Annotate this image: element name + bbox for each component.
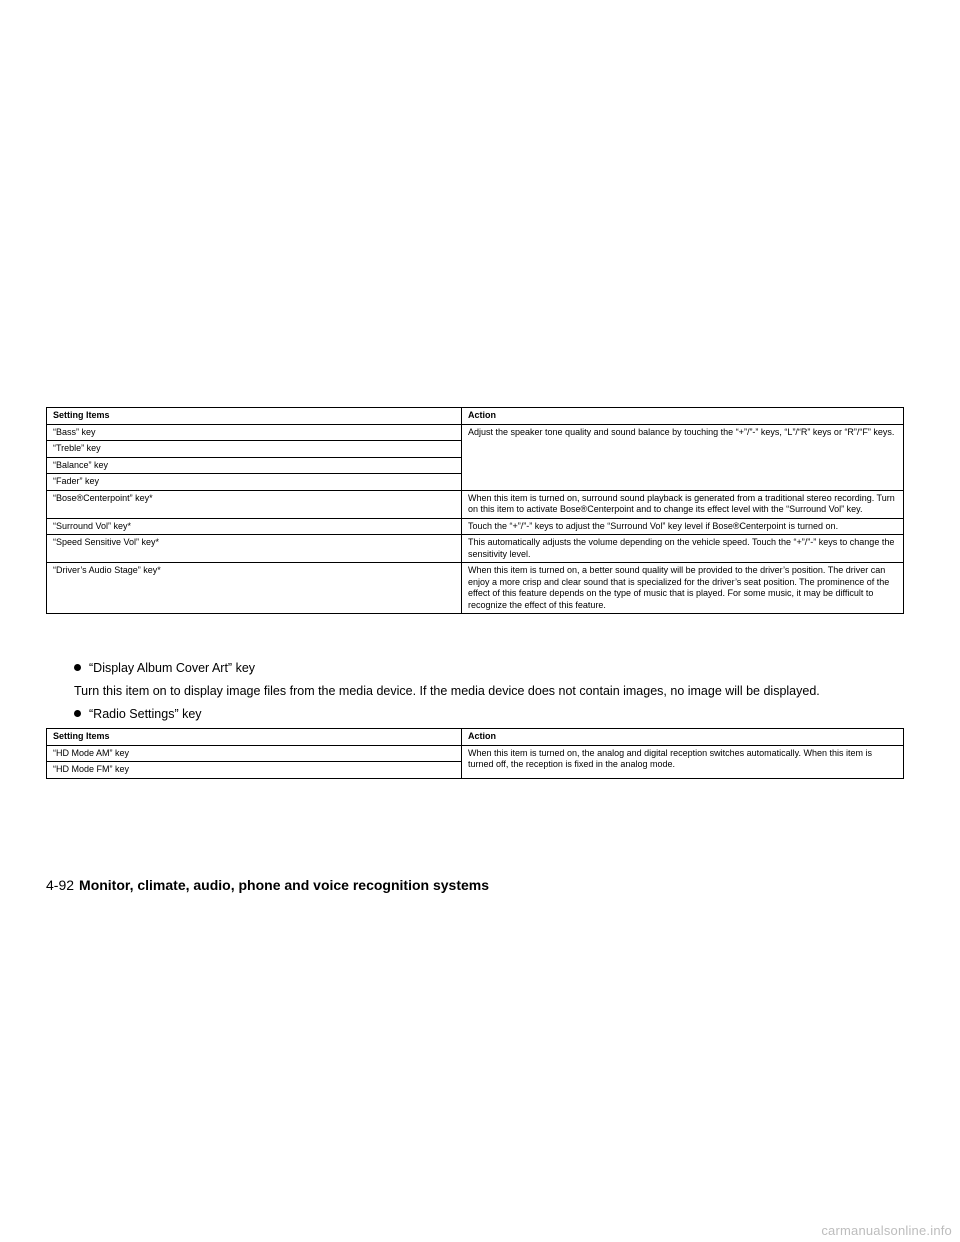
table-row xyxy=(47,745,904,762)
table-row xyxy=(47,424,904,441)
action-cell: When this item is turned on, a better sound quality will be provided to the driver’s position. The driver can enjoy a more crisp and clear sound that is specialized for the driver’s seat position. The prominence of the effect of this feature depends on the type of music that is played. For some music, it may be difficult to recognize the effect of this feature. xyxy=(462,563,904,614)
setting-item-cell: “Speed Sensitive Vol” key* xyxy=(47,535,462,563)
audio-settings-table xyxy=(46,407,904,614)
setting-item-cell: “HD Mode AM” key xyxy=(47,745,462,762)
setting-item-cell: “Fader” key xyxy=(47,474,462,491)
bullet-icon xyxy=(74,710,81,717)
bullet-icon xyxy=(74,664,81,671)
section-title: Monitor, climate, audio, phone and voice recognition systems xyxy=(79,877,489,893)
action-cell: Adjust the speaker tone quality and sound balance by touching the “+”/”-” keys, “L”/“R” keys or “R”/“F” keys. xyxy=(462,424,904,490)
header-setting-items: Setting Items xyxy=(47,729,462,746)
body-paragraph: Turn this item on to display image files from the media device. If the media device does not contain images, no image will be displayed. xyxy=(74,684,820,698)
header-action: Action xyxy=(462,408,904,425)
watermark-text: carmanualsonline.info xyxy=(821,1223,952,1238)
setting-item-cell: “Bass” key xyxy=(47,424,462,441)
table-row xyxy=(47,563,904,614)
page-footer xyxy=(46,876,489,894)
setting-item-cell: “Treble” key xyxy=(47,441,462,458)
setting-item-cell: “Bose®Centerpoint” key* xyxy=(47,490,462,518)
bullet-item-radio-settings xyxy=(74,706,202,722)
action-cell: When this item is turned on, the analog and digital reception switches automatically. When this item is turned off, the reception is fixed in the analog mode. xyxy=(462,745,904,778)
action-cell: When this item is turned on, surround sound playback is generated from a traditional stereo recording. Turn on this item to activate Bose®Centerpoint and to change its effect level with the “Surround Vol” key. xyxy=(462,490,904,518)
setting-item-cell: “HD Mode FM” key xyxy=(47,762,462,779)
page-number: 4-92 xyxy=(46,877,75,893)
bullet-text: “Display Album Cover Art” key xyxy=(89,661,256,675)
radio-settings-table xyxy=(46,728,904,779)
table-header-row xyxy=(47,408,904,425)
setting-item-cell: “Driver’s Audio Stage” key* xyxy=(47,563,462,614)
table-row xyxy=(47,535,904,563)
setting-item-cell: “Balance” key xyxy=(47,457,462,474)
table-header-row xyxy=(47,729,904,746)
header-action: Action xyxy=(462,729,904,746)
setting-item-cell: “Surround Vol” key* xyxy=(47,518,462,535)
bullet-item-album-cover xyxy=(74,660,255,676)
action-cell: This automatically adjusts the volume depending on the vehicle speed. Touch the “+”/”-” keys to change the sensitivity level. xyxy=(462,535,904,563)
table-row xyxy=(47,518,904,535)
action-cell: Touch the “+”/”-” keys to adjust the “Surround Vol” key level if Bose®Centerpoint is turned on. xyxy=(462,518,904,535)
table-row xyxy=(47,490,904,518)
header-setting-items: Setting Items xyxy=(47,408,462,425)
bullet-text: “Radio Settings” key xyxy=(89,707,202,721)
